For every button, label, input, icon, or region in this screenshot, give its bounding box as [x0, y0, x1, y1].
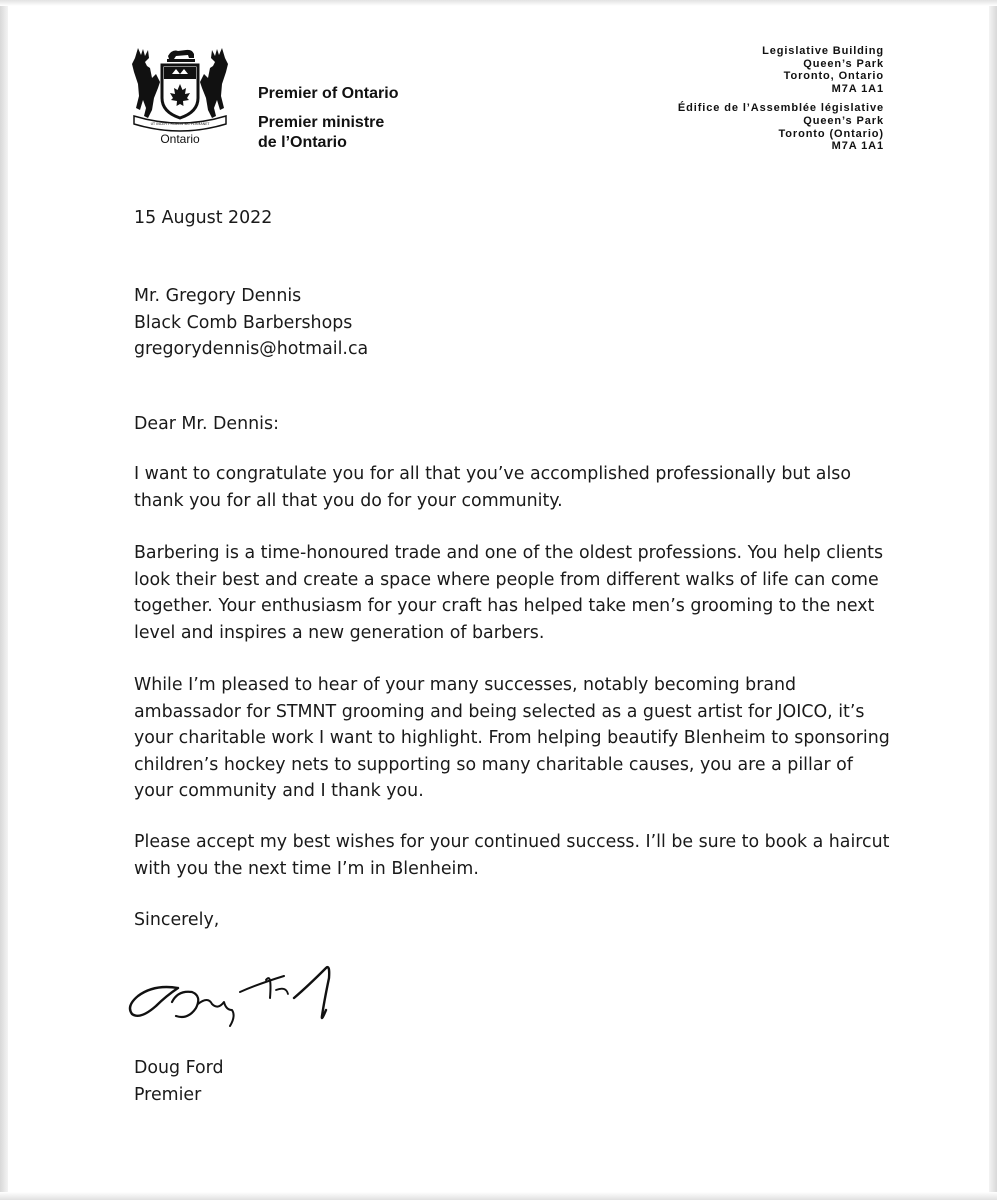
address-french: Édifice de l’Assemblée législative Queen’s Park Toronto (Ontario) M7A 1A1: [677, 102, 884, 153]
recipient-block: Mr. Gregory Dennis Black Comb Barbershops gregorydennis@hotmail.ca: [134, 286, 369, 360]
office-title: [258, 84, 398, 153]
address-english: Legislative Building Queen’s Park Toronto, Ontario M7A 1A1: [762, 45, 884, 95]
crest-label: Ontario: [160, 132, 200, 146]
return-address: [678, 45, 884, 153]
page-edge-bottom: [0, 1192, 997, 1200]
body-paragraph-2: Barbering is a time-honoured trade and one of the oldest professions. You help clients look their best and create a space where people from different walks of life can come together. Your enthusiasm for your craft has helped take men’s grooming to the next level and inspires a new generation of barbers.: [134, 543, 884, 643]
closing: Sincerely,: [134, 910, 220, 930]
signer-name-and-title: Doug Ford Premier: [134, 1058, 224, 1105]
body-paragraph-4: Please accept my best wishes for your continued success. I’ll be sure to book a haircut with you the next time I’m in Blenheim.: [134, 832, 890, 879]
handwritten-signature: [126, 958, 356, 1032]
page-edge-top: [0, 0, 997, 6]
office-title-french: Premier ministre de l’Ontario: [258, 114, 385, 151]
crest-motto: UT INCEPIT FIDELIS SIC PERMANET: [150, 122, 210, 126]
body-paragraph-3: While I’m pleased to hear of your many successes, notably becoming brand ambassador for STMNT grooming and being selected as a guest artist for JOICO, it’s your charitable work I want to highlight. From helping beautify Blenheim to sponsoring children’s hockey nets to supporting so many charitable causes, you are a pillar of your community and I thank you.: [134, 675, 890, 802]
office-title-english: Premier of Ontario: [258, 85, 399, 102]
page-edge-right: [989, 0, 997, 1200]
ontario-coat-of-arms-logo: [128, 44, 232, 150]
page-edge-left: [0, 0, 8, 1200]
salutation: Dear Mr. Dennis:: [134, 414, 279, 434]
letter-date: 15 August 2022: [134, 208, 273, 228]
body-paragraph-1: I want to congratulate you for all that you’ve accomplished professionally but also thank you for all that you do for your community.: [134, 464, 851, 511]
